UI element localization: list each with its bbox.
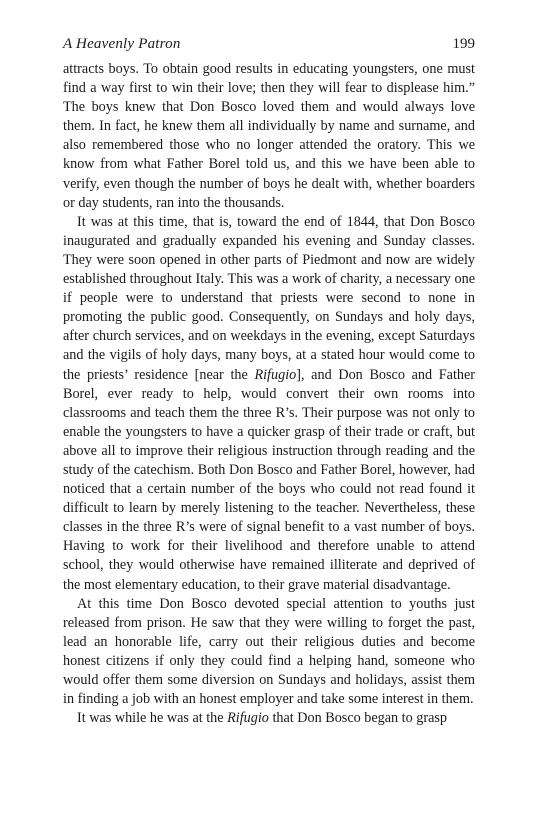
italic-term: Rifugio <box>254 366 297 383</box>
paragraph <box>63 709 475 728</box>
italic-term: Rifugio <box>227 710 269 727</box>
paragraph <box>63 595 475 710</box>
text-run: It was while he was at the <box>77 710 228 727</box>
running-title: A Heavenly Patron <box>63 36 181 52</box>
text-run: that Don Bosco began to grasp <box>268 710 447 727</box>
text-run: It was at this time, that is, toward the end of 1844, that Don Bosco inaugurated and gradually expanded his evening and Sunday classes. They were soon opened in other parts of Piedmont and now are widely established throughout Italy. This was a work of charity, a necessary one if people were to understand that priests were second to none in promoting the public good. Consequently, on Sundays and holy days, after church services, and on weekdays in the evening, except Saturdays and the vigils of holy days, many boys, at a stated hour would come to the priests’ residence [near the <box>63 213 475 383</box>
body-text <box>63 60 475 728</box>
page-number: 199 <box>452 36 475 52</box>
paragraph <box>63 213 475 595</box>
page-header <box>63 36 475 53</box>
text-run: At this time Don Bosco devoted special attention to youths just released from prison. He saw that they were willing to forget the past, lead an honorable life, carry out their religious duties and become honest citizens if only they could find a helping hand, someone who would offer them some diversion on Sundays and holidays, assist them in finding a job with an honest employer and take some interest in them. <box>63 595 475 708</box>
text-run: ], and Don Bosco and Father Borel, ever ready to help, would convert their own rooms into classrooms and teach them the three R’s. Their purpose was not only to enable the youngsters to have a quicker grasp of their trade or craft, but above all to improve their religious instruction through reading and the study of the catechism. Both Don Bosco and Father Borel, however, had noticed that a certain number of the boys who could not read found it difficult to learn by merely listening to the teacher. Nevertheless, these classes in the three R’s were of signal benefit to a vast number of boys. Having to work for their livelihood and therefore unable to attend school, they would otherwise have remained illiterate and deprived of the most elementary education, to their grave material disadvantage. <box>63 366 475 593</box>
paragraph <box>63 60 475 213</box>
text-run: attracts boys. To obtain good results in educating youngsters, one must find a way first to win their love; then they will fear to displease him.” The boys knew that Don Bosco loved them and would always love them. In fact, he knew them all individually by name and surname, and also remembered those who no longer attended the oratory. This we know from what Father Borel told us, and this we have been able to verify, even though the number of boys he dealt with, whether boarders or day students, ran into the thousands. <box>63 61 475 211</box>
